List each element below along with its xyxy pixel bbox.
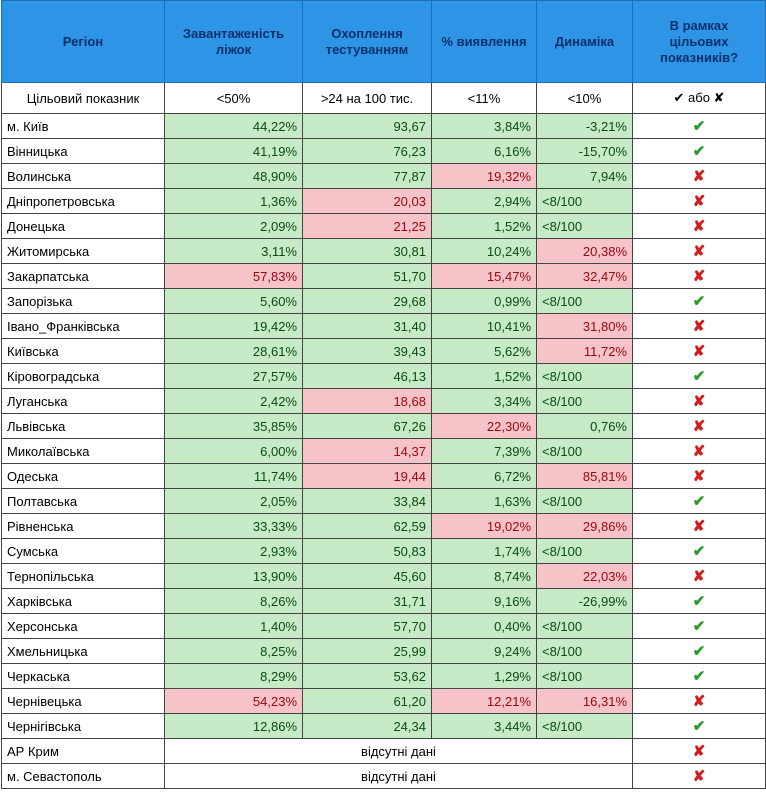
table-row [2,139,766,164]
dynamics-cell: 32,47% [537,264,633,289]
table-row [2,414,766,439]
cross-icon: ✘ [633,339,766,364]
testing-cell: 51,70 [303,264,432,289]
table-row [2,214,766,239]
testing-cell: 53,62 [303,664,432,689]
detection-cell: 3,34% [432,389,537,414]
region-cell: Київська [2,339,165,364]
table-row [2,164,766,189]
beds-cell: 8,29% [165,664,303,689]
region-cell: Львівська [2,414,165,439]
beds-cell: 54,23% [165,689,303,714]
testing-cell: 57,70 [303,614,432,639]
testing-cell: 20,03 [303,189,432,214]
dynamics-cell: <8/100 [537,714,633,739]
testing-cell: 93,67 [303,114,432,139]
dynamics-cell: <8/100 [537,639,633,664]
beds-cell: 48,90% [165,164,303,189]
detection-cell: 19,32% [432,164,537,189]
beds-cell: 19,42% [165,314,303,339]
dynamics-cell: <8/100 [537,614,633,639]
detection-cell: 3,44% [432,714,537,739]
beds-cell: 2,93% [165,539,303,564]
cross-icon: ✘ [633,214,766,239]
table-row [2,614,766,639]
testing-cell: 61,20 [303,689,432,714]
testing-cell: 46,13 [303,364,432,389]
dynamics-cell: <8/100 [537,389,633,414]
region-cell: Харківська [2,589,165,614]
region-cell: Тернопільська [2,564,165,589]
testing-cell: 77,87 [303,164,432,189]
dynamics-cell: 11,72% [537,339,633,364]
beds-cell: 2,05% [165,489,303,514]
testing-cell: 50,83 [303,539,432,564]
beds-cell: 13,90% [165,564,303,589]
testing-cell: 30,81 [303,239,432,264]
testing-cell: 21,25 [303,214,432,239]
region-cell: Луганська [2,389,165,414]
detection-cell: 8,74% [432,564,537,589]
header-testing: Охоплення тестуванням [303,1,432,83]
beds-cell: 12,86% [165,714,303,739]
dynamics-cell: <8/100 [537,289,633,314]
testing-cell: 25,99 [303,639,432,664]
testing-cell: 31,40 [303,314,432,339]
detection-cell: 19,02% [432,514,537,539]
region-cell: Миколаївська [2,439,165,464]
target-legend: ✔ або ✘ [633,83,766,114]
cross-icon: ✘ [633,264,766,289]
target-beds: <50% [165,83,303,114]
beds-cell: 3,11% [165,239,303,264]
cross-icon: ✘ [633,189,766,214]
table-row [2,539,766,564]
header-beds: Завантаженість ліжок [165,1,303,83]
cross-icon: ✘ [633,464,766,489]
check-icon: ✔ [633,589,766,614]
beds-cell: 1,40% [165,614,303,639]
testing-cell: 39,43 [303,339,432,364]
detection-cell: 10,41% [432,314,537,339]
detection-cell: 22,30% [432,414,537,439]
cross-icon: ✘ [633,164,766,189]
dynamics-cell: 22,03% [537,564,633,589]
cross-icon: ✘ [633,389,766,414]
dynamics-cell: <8/100 [537,214,633,239]
dynamics-cell: 16,31% [537,689,633,714]
beds-cell: 11,74% [165,464,303,489]
table-row [2,389,766,414]
region-cell: Одеська [2,464,165,489]
target-label: Цільовий показник [2,83,165,114]
testing-cell: 62,59 [303,514,432,539]
cross-icon: ✘ [633,414,766,439]
dynamics-cell: <8/100 [537,664,633,689]
testing-cell: 19,44 [303,464,432,489]
detection-cell: 9,24% [432,639,537,664]
check-icon: ✔ [633,539,766,564]
testing-cell: 29,68 [303,289,432,314]
cross-icon: ✘ [633,439,766,464]
detection-cell: 9,16% [432,589,537,614]
check-icon: ✔ [633,289,766,314]
header-row [2,1,766,83]
region-cell: Вінницька [2,139,165,164]
table-row [2,289,766,314]
table-row [2,439,766,464]
testing-cell: 45,60 [303,564,432,589]
table-body [2,83,766,789]
table-row [2,189,766,214]
detection-cell: 1,63% [432,489,537,514]
table-row [2,564,766,589]
region-cell: Черкаська [2,664,165,689]
table-row [2,464,766,489]
region-cell: Донецька [2,214,165,239]
testing-cell: 18,68 [303,389,432,414]
region-cell: Сумська [2,539,165,564]
dynamics-cell: -15,70% [537,139,633,164]
check-icon: ✔ [633,114,766,139]
header-region: Регіон [2,1,165,83]
testing-cell: 67,26 [303,414,432,439]
detection-cell: 3,84% [432,114,537,139]
region-cell: Хмельницька [2,639,165,664]
cross-icon: ✘ [633,314,766,339]
dynamics-cell: 7,94% [537,164,633,189]
check-icon: ✔ [633,139,766,164]
beds-cell: 33,33% [165,514,303,539]
testing-cell: 24,34 [303,714,432,739]
detection-cell: 6,16% [432,139,537,164]
beds-cell: 35,85% [165,414,303,439]
detection-cell: 1,29% [432,664,537,689]
dynamics-cell: -26,99% [537,589,633,614]
table-row [2,639,766,664]
dynamics-cell: <8/100 [537,189,633,214]
no-data-cell: відсутні дані [165,764,633,789]
no-data-cell: відсутні дані [165,739,633,764]
testing-cell: 31,71 [303,589,432,614]
table-row [2,114,766,139]
dynamics-cell: <8/100 [537,439,633,464]
testing-cell: 33,84 [303,489,432,514]
table-row [2,364,766,389]
region-cell: Закарпатська [2,264,165,289]
table-row [2,339,766,364]
dynamics-cell: <8/100 [537,489,633,514]
region-cell: м. Київ [2,114,165,139]
cross-icon: ✘ [633,689,766,714]
cross-icon: ✘ [633,739,766,764]
region-cell: АР Крим [2,739,165,764]
beds-cell: 2,09% [165,214,303,239]
region-cell: Запорізька [2,289,165,314]
beds-cell: 27,57% [165,364,303,389]
table-row [2,314,766,339]
beds-cell: 57,83% [165,264,303,289]
table-row [2,689,766,714]
target-row [2,83,766,114]
beds-cell: 28,61% [165,339,303,364]
dynamics-cell: 20,38% [537,239,633,264]
check-icon: ✔ [633,639,766,664]
check-icon: ✔ [633,664,766,689]
beds-cell: 41,19% [165,139,303,164]
table-row [2,264,766,289]
testing-cell: 76,23 [303,139,432,164]
cross-icon: ✘ [633,564,766,589]
detection-cell: 0,40% [432,614,537,639]
header-dynamics: Динаміка [537,1,633,83]
cross-icon: ✘ [633,764,766,789]
detection-cell: 1,52% [432,214,537,239]
dynamics-cell: <8/100 [537,364,633,389]
dynamics-cell: 85,81% [537,464,633,489]
dynamics-cell: 31,80% [537,314,633,339]
beds-cell: 44,22% [165,114,303,139]
target-testing: >24 на 100 тис. [303,83,432,114]
table-row [2,489,766,514]
table-row [2,714,766,739]
beds-cell: 6,00% [165,439,303,464]
beds-cell: 5,60% [165,289,303,314]
table-row [2,664,766,689]
region-cell: Херсонська [2,614,165,639]
beds-cell: 8,26% [165,589,303,614]
region-cell: Волинська [2,164,165,189]
detection-cell: 15,47% [432,264,537,289]
dynamics-cell: 29,86% [537,514,633,539]
check-icon: ✔ [633,614,766,639]
target-detection: <11% [432,83,537,114]
table-row [2,764,766,789]
region-cell: Житомирська [2,239,165,264]
dynamics-cell: -3,21% [537,114,633,139]
region-cell: Кіровоградська [2,364,165,389]
dynamics-cell: <8/100 [537,539,633,564]
region-cell: Дніпропетровська [2,189,165,214]
detection-cell: 1,52% [432,364,537,389]
testing-cell: 14,37 [303,439,432,464]
table-row [2,589,766,614]
detection-cell: 5,62% [432,339,537,364]
check-icon: ✔ [633,714,766,739]
table-row [2,239,766,264]
detection-cell: 0,99% [432,289,537,314]
table-row [2,514,766,539]
check-icon: ✔ [633,489,766,514]
region-cell: Чернігівська [2,714,165,739]
check-icon: ✔ [633,364,766,389]
detection-cell: 6,72% [432,464,537,489]
detection-cell: 1,74% [432,539,537,564]
detection-cell: 12,21% [432,689,537,714]
region-cell: Полтавська [2,489,165,514]
region-cell: Івано_Франківська [2,314,165,339]
detection-cell: 10,24% [432,239,537,264]
target-dynamics: <10% [537,83,633,114]
regions-table [1,0,766,789]
cross-icon: ✘ [633,239,766,264]
beds-cell: 2,42% [165,389,303,414]
region-cell: Чернівецька [2,689,165,714]
dynamics-cell: 0,76% [537,414,633,439]
detection-cell: 2,94% [432,189,537,214]
region-cell: м. Севастополь [2,764,165,789]
header-detection: % виявлення [432,1,537,83]
beds-cell: 1,36% [165,189,303,214]
header-within-target: В рамках цільових показників? [633,1,766,83]
cross-icon: ✘ [633,514,766,539]
detection-cell: 7,39% [432,439,537,464]
beds-cell: 8,25% [165,639,303,664]
region-cell: Рівненська [2,514,165,539]
table-row [2,739,766,764]
